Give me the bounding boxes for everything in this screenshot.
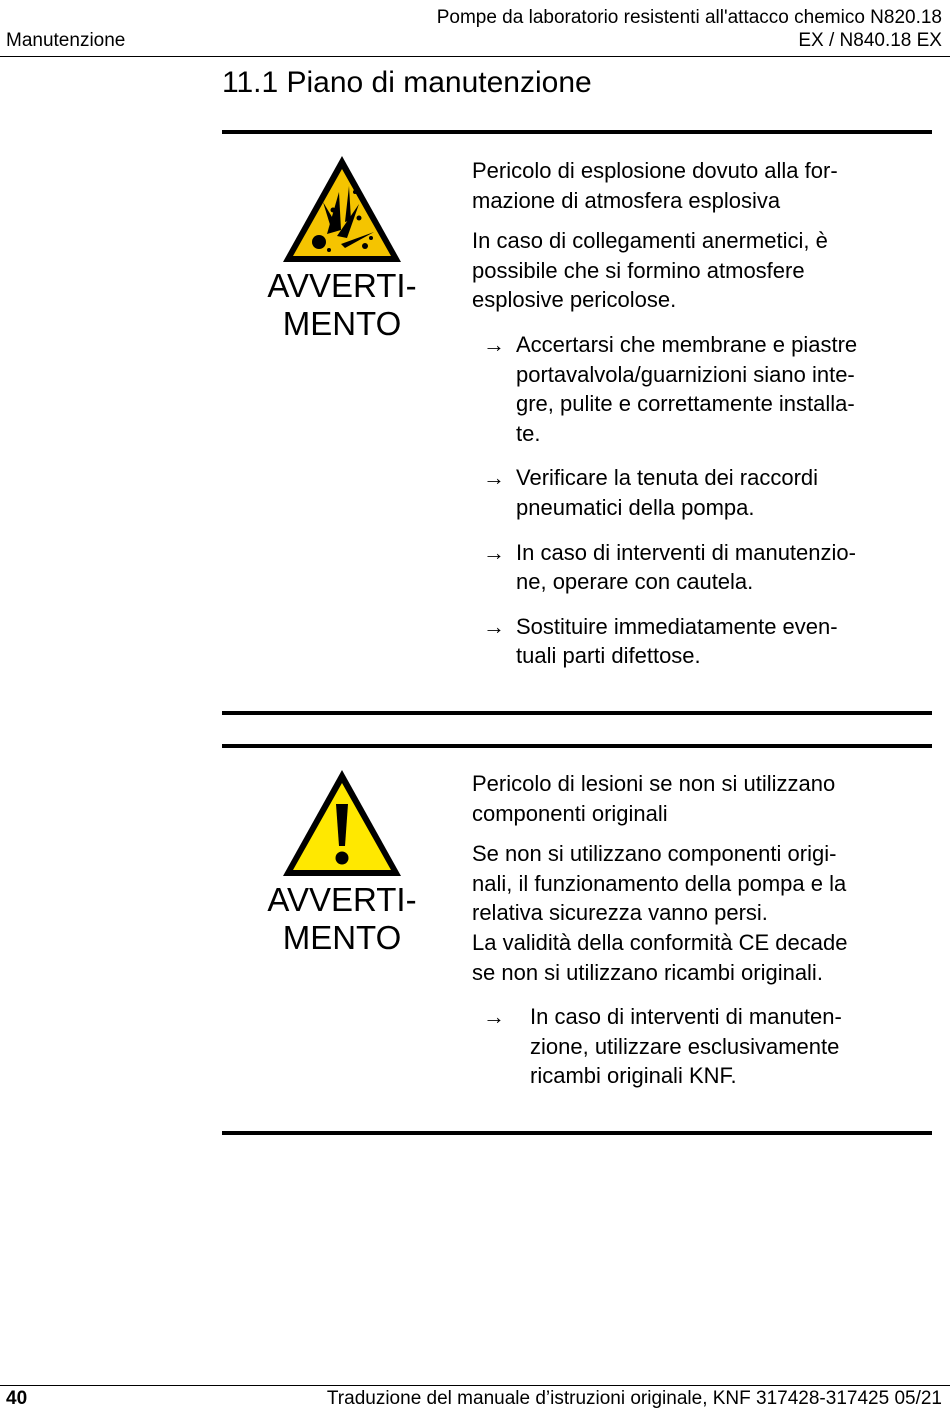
warning-2-top-rule <box>222 744 932 748</box>
heading-line: Pericolo di esplosione dovuto alla for- <box>472 158 838 183</box>
signal-word-line-2: MENTO <box>282 305 402 342</box>
arrow-right-icon: → <box>483 465 505 491</box>
signal-word-warning-1 <box>247 267 437 343</box>
action-line: zione, utilizzare esclusivamente <box>530 1033 840 1059</box>
body-line: Se non si utilizzano componenti origi- <box>472 841 837 867</box>
body-line: nali, il funzionamento della pompa e la <box>472 870 847 896</box>
header-divider <box>0 56 950 57</box>
warning-1-top-rule <box>222 130 932 134</box>
action-line: In caso di interventi di manuten- <box>530 1004 842 1030</box>
action-line: portavalvola/guarnizioni siano inte- <box>516 361 855 387</box>
action-line: pneumatici della pompa. <box>516 494 755 520</box>
warning-1-body <box>472 226 922 315</box>
section-title: 11.1 Piano di manutenzione <box>222 66 592 99</box>
body-line: esplosive pericolose. <box>472 287 677 313</box>
action-line: Accertarsi che membrane e piastre <box>516 331 858 357</box>
body-line: In caso di collegamenti anermetici, è <box>472 228 828 254</box>
heading-line: mazione di atmosfera esplosiva <box>472 187 781 213</box>
body-line: La validità della conformità CE decade <box>472 929 848 955</box>
arrow-right-icon: → <box>483 539 505 565</box>
header-product-line-2: EX / N840.18 EX <box>798 30 942 51</box>
signal-word-line-1: AVVERTI- <box>267 881 417 918</box>
action-item <box>472 612 922 671</box>
action-line: tuali parti difettose. <box>516 643 701 669</box>
warning-1-text <box>472 156 922 671</box>
action-item <box>472 1002 922 1091</box>
signal-word-line-1: AVVERTI- <box>267 267 417 304</box>
footer-divider <box>0 1385 950 1386</box>
body-line: relativa sicurezza vanno persi. <box>472 900 768 926</box>
footer-text: Traduzione del manuale d’istruzioni originale, KNF 317428-317425 05/21 <box>326 1388 942 1409</box>
action-line: te. <box>516 420 541 446</box>
warning-2-text <box>472 769 922 1091</box>
warning-1-heading <box>472 156 922 215</box>
heading-line: componenti originali <box>472 800 668 826</box>
arrow-right-icon: → <box>483 613 505 639</box>
body-line: se non si utilizzano ricambi originali. <box>472 959 823 985</box>
signal-word-warning-2 <box>247 881 437 957</box>
warning-2-body <box>472 839 922 987</box>
warning-1-bottom-rule <box>222 711 932 715</box>
arrow-right-icon: → <box>483 1004 505 1030</box>
page-number: 40 <box>6 1388 28 1409</box>
warning-2-heading <box>472 769 922 828</box>
explosive-hazard-icon <box>279 152 405 266</box>
action-line: gre, pulite e correttamente installa- <box>516 391 855 417</box>
action-item <box>472 538 922 597</box>
header-section-name: Manutenzione <box>6 30 126 51</box>
action-line: Sostituire immediatamente even- <box>516 613 838 639</box>
general-warning-icon <box>279 766 405 880</box>
header-product-title <box>437 6 942 52</box>
action-line: Verificare la tenuta dei raccordi <box>516 465 819 491</box>
action-line: ricambi originali KNF. <box>530 1063 737 1089</box>
header-product-line-1: Pompe da laboratorio resistenti all'attacco chemico N820.18 <box>436 7 942 28</box>
action-item <box>472 330 922 448</box>
action-line: ne, operare con cautela. <box>516 569 754 595</box>
arrow-right-icon: → <box>483 331 505 357</box>
signal-word-line-2: MENTO <box>282 919 402 956</box>
warning-2-bottom-rule <box>222 1131 932 1135</box>
action-item <box>472 463 922 522</box>
heading-line: Pericolo di lesioni se non si utilizzano <box>472 771 836 796</box>
body-line: possibile che si formino atmosfere <box>472 257 805 283</box>
action-line: In caso di interventi di manutenzio- <box>516 539 856 565</box>
